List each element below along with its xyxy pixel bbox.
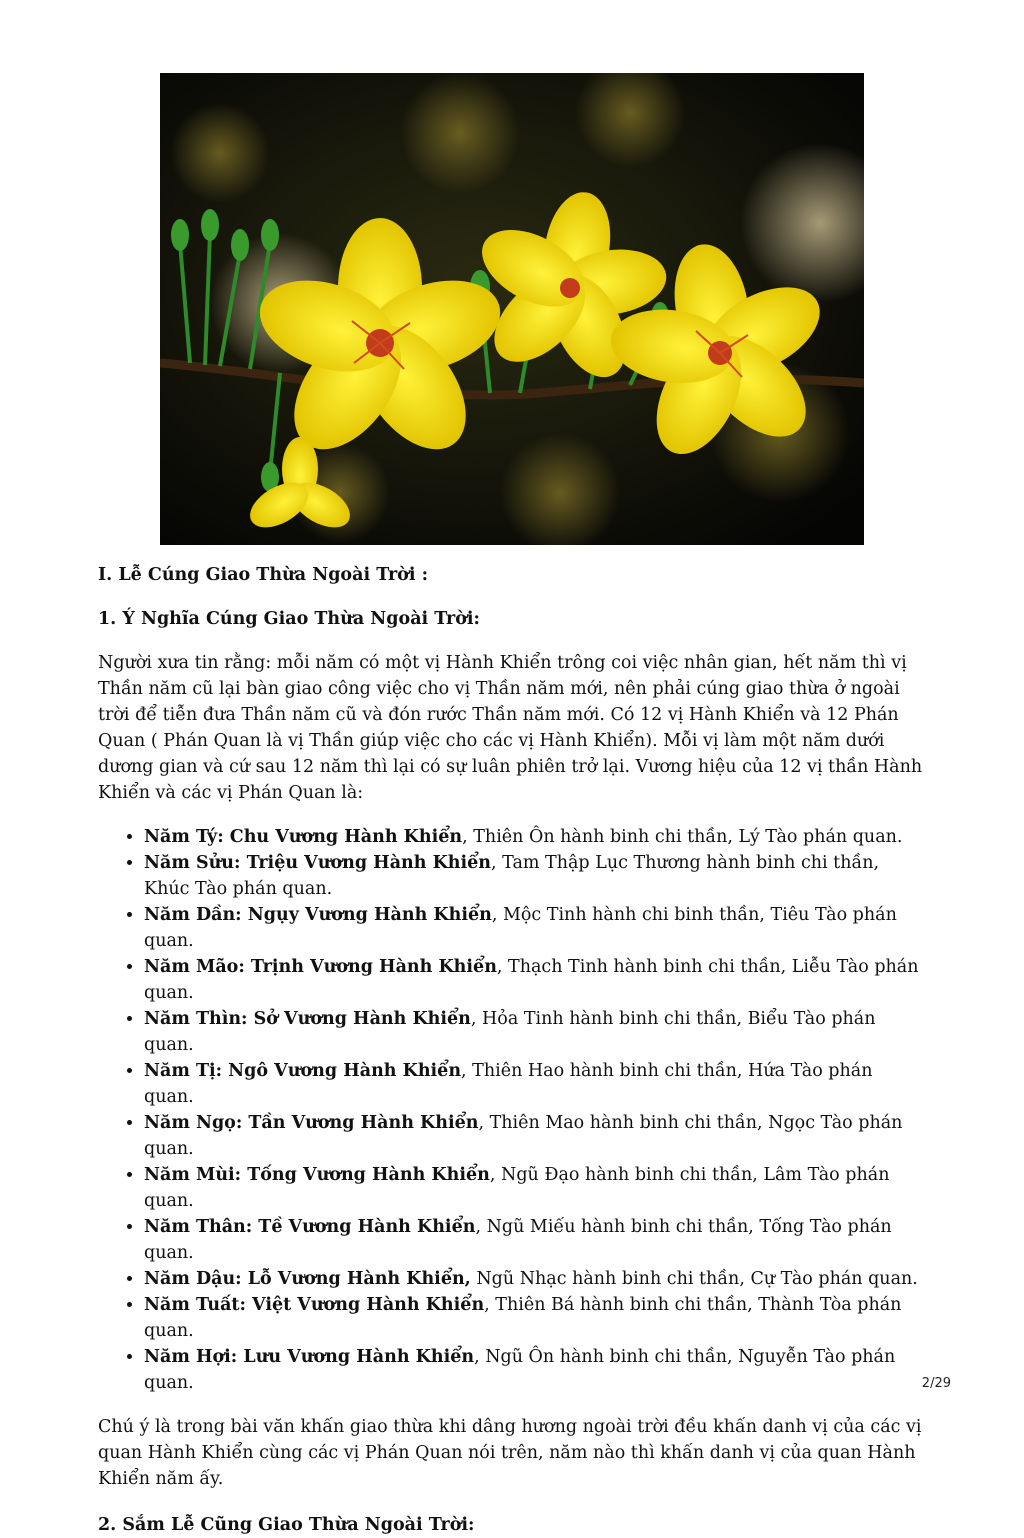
year-description: , Ngũ Đạo hành binh chi thần, Lâm Tào phán quan. bbox=[144, 1165, 890, 1211]
year-description: , Ngũ Ôn hành binh chi thần, Nguyễn Tào phán quan. bbox=[144, 1347, 896, 1393]
list-item bbox=[144, 1344, 926, 1396]
apricot-blossom-photo bbox=[160, 73, 864, 545]
intro-paragraph: Người xưa tin rằng: mỗi năm có một vị Hành Khiển trông coi việc nhân gian, hết năm thì vị Thần năm cũ lại bàn giao công việc cho vị Thần năm mới, nên phải cúng giao thừa ở ngoài trời để tiễn đưa Thần năm cũ và đón rước Thần năm mới. Có 12 vị Hành Khiển và 12 Phán Quan ( Phán Quan là vị Thần giúp việc cho các vị Hành Khiển). Mỗi vị làm một năm dưới dương gian và cứ sau 12 năm thì lại có sự luân phiên trở lại. Vương hiệu của 12 vị thần Hành Khiển và các vị Phán Quan là: bbox=[98, 653, 923, 803]
list-item bbox=[144, 1006, 926, 1058]
yellow-apricot-blossom-photo-icon bbox=[160, 73, 864, 545]
page-number: 2/29 bbox=[921, 1376, 951, 1391]
year-name: Năm Tị: Ngô Vương Hành Khiển bbox=[144, 1061, 462, 1081]
list-item bbox=[144, 1292, 926, 1344]
list-item bbox=[144, 824, 926, 850]
note-paragraph: Chú ý là trong bài văn khấn giao thừa khi dâng hương ngoài trời đều khấn danh vị của các vị quan Hành Khiển cùng các vị Phán Quan nói trên, năm nào thì khấn danh vị của quan Hành Khiển năm ấy. bbox=[98, 1417, 922, 1489]
year-description: Ngũ Nhạc hành binh chi thần, Cự Tào phán quan. bbox=[470, 1269, 918, 1289]
list-item bbox=[144, 902, 926, 954]
year-name: Năm Dậu: Lỗ Vương Hành Khiển, bbox=[144, 1269, 471, 1289]
year-name: Năm Mùi: Tống Vương Hành Khiển bbox=[144, 1165, 490, 1185]
year-name: Năm Thân: Tề Vương Hành Khiển bbox=[144, 1217, 476, 1237]
year-name: Năm Hợi: Lưu Vương Hành Khiển bbox=[144, 1347, 475, 1367]
year-description: , Mộc Tinh hành chi binh thần, Tiêu Tào phán quan. bbox=[144, 905, 897, 951]
year-name: Năm Tý: Chu Vương Hành Khiển bbox=[144, 827, 463, 847]
list-item bbox=[144, 850, 926, 902]
subsection-title: 1. Ý Nghĩa Cúng Giao Thừa Ngoài Trời: bbox=[98, 609, 481, 629]
year-name: Năm Thìn: Sở Vương Hành Khiển bbox=[144, 1009, 471, 1029]
year-description: , Hỏa Tinh hành binh chi thần, Biểu Tào phán quan. bbox=[144, 1009, 876, 1055]
year-description: , Thạch Tinh hành binh chi thần, Liễu Tào phán quan. bbox=[144, 957, 919, 1003]
list-item bbox=[144, 1266, 926, 1292]
year-description: , Thiên Bá hành binh chi thần, Thành Tòa phán quan. bbox=[144, 1295, 902, 1341]
list-item bbox=[144, 1214, 926, 1266]
list-item bbox=[144, 1110, 926, 1162]
list-item bbox=[144, 954, 926, 1006]
year-deity-list bbox=[98, 824, 926, 1396]
year-name: Năm Tuất: Việt Vương Hành Khiển bbox=[144, 1295, 485, 1315]
list-item bbox=[144, 1162, 926, 1214]
year-name: Năm Sửu: Triệu Vương Hành Khiển bbox=[144, 853, 492, 873]
year-name: Năm Mão: Trịnh Vương Hành Khiển bbox=[144, 957, 497, 977]
year-description: , Thiên Ôn hành binh chi thần, Lý Tào phán quan. bbox=[462, 827, 903, 847]
year-name: Năm Dần: Ngụy Vương Hành Khiển bbox=[144, 905, 492, 925]
year-description: , Tam Thập Lục Thương hành binh chi thần, Khúc Tào phán quan. bbox=[144, 853, 880, 899]
year-name: Năm Ngọ: Tần Vương Hành Khiển bbox=[144, 1113, 479, 1133]
list-item bbox=[144, 1058, 926, 1110]
section-title: I. Lễ Cúng Giao Thừa Ngoài Trời : bbox=[98, 565, 429, 585]
year-description: , Thiên Mao hành binh chi thần, Ngọc Tào phán quan. bbox=[144, 1113, 903, 1159]
year-description: , Ngũ Miếu hành binh chi thần, Tống Tào phán quan. bbox=[144, 1217, 892, 1263]
subsection-title: 2. Sắm Lễ Cũng Giao Thừa Ngoài Trời: bbox=[98, 1515, 475, 1535]
article-body bbox=[98, 562, 926, 1538]
year-description: , Thiên Hao hành binh chi thần, Hứa Tào phán quan. bbox=[144, 1061, 873, 1107]
